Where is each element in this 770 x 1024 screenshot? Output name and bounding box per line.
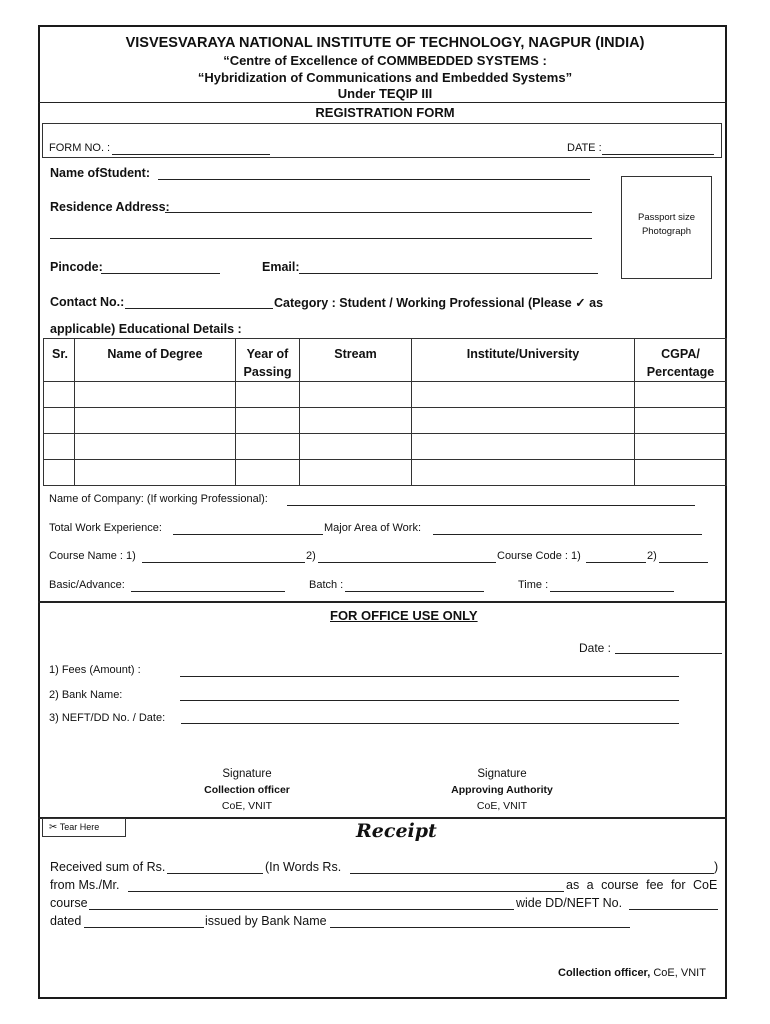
photo-label-1: Passport size bbox=[637, 212, 696, 223]
dated-label: dated bbox=[50, 914, 82, 928]
from-label: from Ms./Mr. bbox=[50, 878, 120, 892]
table-cell[interactable] bbox=[635, 408, 727, 434]
course-fee-text: as a course fee for CoE bbox=[566, 878, 718, 892]
tear-here-box[interactable] bbox=[42, 818, 126, 837]
contact-field[interactable] bbox=[125, 308, 273, 309]
approving-authority-signature bbox=[412, 766, 592, 814]
table-cell[interactable] bbox=[75, 408, 236, 434]
centre-title: “Centre of Excellence of COMMBEDDED SYSTEMS : bbox=[223, 53, 547, 68]
col-header-degree: Name of Degree bbox=[75, 339, 236, 382]
receipt-footer bbox=[558, 967, 706, 979]
collection-officer-signature bbox=[157, 766, 337, 814]
course-code-2-field[interactable] bbox=[659, 562, 708, 563]
course-code-2-label: 2) bbox=[647, 550, 657, 562]
batch-label: Batch : bbox=[309, 579, 344, 591]
table-cell[interactable] bbox=[412, 408, 635, 434]
table-cell[interactable] bbox=[44, 408, 75, 434]
form-no-field[interactable] bbox=[112, 154, 270, 155]
course-code-label: Course Code : 1) bbox=[497, 550, 581, 562]
table-cell[interactable] bbox=[300, 382, 412, 408]
neft-field[interactable] bbox=[181, 723, 679, 724]
course-label: course bbox=[50, 896, 88, 910]
institute-name: VISVESVARAYA NATIONAL INSTITUTE OF TECHNOLOGY, NAGPUR (INDIA) bbox=[125, 35, 645, 51]
table-cell[interactable] bbox=[412, 460, 635, 486]
receipt-footer-officer: Collection officer, bbox=[558, 967, 651, 979]
in-words-field[interactable] bbox=[350, 873, 714, 874]
dd-number-field[interactable] bbox=[629, 909, 718, 910]
wide-dd-label: wide DD/NEFT No. bbox=[516, 896, 623, 910]
office-date-field[interactable] bbox=[615, 653, 722, 654]
signature-label: Signature bbox=[222, 768, 272, 780]
experience-label: Total Work Experience: bbox=[49, 522, 162, 534]
education-table bbox=[43, 338, 727, 486]
form-title: REGISTRATION FORM bbox=[315, 105, 455, 120]
photo-label-2: Photograph bbox=[641, 226, 692, 237]
collection-officer-title: Collection officer bbox=[204, 784, 290, 796]
table-cell[interactable] bbox=[44, 382, 75, 408]
table-cell[interactable] bbox=[75, 434, 236, 460]
student-name-label: Name ofStudent: bbox=[50, 166, 150, 180]
address-field-1[interactable] bbox=[165, 212, 592, 213]
table-cell[interactable] bbox=[44, 460, 75, 486]
course-name-2-field[interactable] bbox=[318, 562, 496, 563]
contact-label: Contact No.: bbox=[50, 295, 125, 309]
date-field[interactable] bbox=[602, 154, 714, 155]
time-label: Time : bbox=[518, 579, 549, 591]
table-cell[interactable] bbox=[75, 460, 236, 486]
office-use-title: FOR OFFICE USE ONLY bbox=[330, 608, 478, 623]
address-label: Residence Address: bbox=[50, 200, 170, 214]
course-name-label: Course Name : 1) bbox=[49, 550, 136, 562]
table-cell[interactable] bbox=[236, 460, 300, 486]
pincode-label: Pincode: bbox=[50, 260, 103, 274]
student-name-field[interactable] bbox=[158, 179, 590, 180]
table-row bbox=[44, 460, 727, 486]
pincode-field[interactable] bbox=[101, 273, 220, 274]
approving-authority-title: Approving Authority bbox=[451, 784, 553, 796]
basic-advance-label: Basic/Advance: bbox=[49, 579, 125, 591]
from-name-field[interactable] bbox=[128, 891, 564, 892]
issued-by-label: issued by Bank Name bbox=[205, 914, 327, 928]
scissors-icon: ✂ bbox=[49, 822, 58, 833]
bank-name-label: 2) Bank Name: bbox=[49, 689, 123, 701]
form-no-label: FORM NO. : bbox=[49, 142, 111, 154]
fees-label: 1) Fees (Amount) : bbox=[49, 664, 141, 676]
course-field[interactable] bbox=[89, 909, 514, 910]
approving-authority-dept: CoE, VNIT bbox=[476, 800, 528, 812]
col-header-cgpa: CGPA/ Percentage bbox=[635, 339, 727, 382]
major-area-field[interactable] bbox=[433, 534, 702, 535]
header-divider bbox=[38, 102, 727, 103]
table-header-row bbox=[44, 339, 727, 382]
fees-field[interactable] bbox=[180, 676, 679, 677]
in-words-label: (In Words Rs. bbox=[265, 860, 342, 874]
course-code-1-field[interactable] bbox=[586, 562, 646, 563]
table-row bbox=[44, 434, 727, 460]
educational-details-label: applicable) Educational Details : bbox=[50, 322, 242, 336]
form-no-box bbox=[42, 123, 722, 158]
table-cell[interactable] bbox=[300, 434, 412, 460]
table-cell[interactable] bbox=[412, 382, 635, 408]
office-date-label: Date : bbox=[579, 641, 612, 655]
receipt-title: Receipt bbox=[356, 820, 437, 842]
office-divider bbox=[38, 601, 727, 603]
email-field[interactable] bbox=[299, 273, 598, 274]
table-cell[interactable] bbox=[635, 382, 727, 408]
table-cell[interactable] bbox=[300, 408, 412, 434]
dated-field[interactable] bbox=[84, 927, 204, 928]
receipt-divider bbox=[38, 817, 727, 819]
date-label: DATE : bbox=[567, 142, 602, 154]
company-label: Name of Company: (If working Professional): bbox=[49, 493, 268, 505]
table-cell[interactable] bbox=[44, 434, 75, 460]
table-cell[interactable] bbox=[412, 434, 635, 460]
col-header-sr: Sr. bbox=[44, 339, 75, 382]
basic-advance-field[interactable] bbox=[131, 591, 285, 592]
table-cell[interactable] bbox=[236, 408, 300, 434]
neft-label: 3) NEFT/DD No. / Date: bbox=[49, 712, 166, 724]
table-row bbox=[44, 408, 727, 434]
signature-label: Signature bbox=[477, 768, 527, 780]
bank-name-field[interactable] bbox=[180, 700, 679, 701]
time-field[interactable] bbox=[550, 591, 674, 592]
email-label: Email: bbox=[262, 260, 300, 274]
scheme-title: Under TEQIP III bbox=[337, 86, 433, 101]
theme-title: “Hybridization of Communications and Embedded Systems” bbox=[197, 70, 573, 85]
receipt-footer-dept: CoE, VNIT bbox=[650, 967, 706, 979]
received-label: Received sum of Rs. bbox=[50, 860, 166, 874]
table-row bbox=[44, 382, 727, 408]
col-header-institute: Institute/University bbox=[412, 339, 635, 382]
received-amount-field[interactable] bbox=[167, 873, 263, 874]
table-cell[interactable] bbox=[300, 460, 412, 486]
table-cell[interactable] bbox=[635, 460, 727, 486]
col-header-year: Year of Passing bbox=[236, 339, 300, 382]
category-label: Category : Student / Working Professional (Please ✓ as bbox=[274, 296, 604, 310]
batch-field[interactable] bbox=[345, 591, 484, 592]
tear-here-label: Tear Here bbox=[59, 822, 100, 832]
table-cell[interactable] bbox=[236, 434, 300, 460]
company-field[interactable] bbox=[287, 505, 695, 506]
major-area-label: Major Area of Work: bbox=[324, 522, 421, 534]
passport-photo-box[interactable] bbox=[621, 176, 712, 279]
collection-officer-dept: CoE, VNIT bbox=[221, 800, 273, 812]
experience-field[interactable] bbox=[173, 534, 323, 535]
close-paren: ) bbox=[714, 860, 719, 874]
table-cell[interactable] bbox=[75, 382, 236, 408]
course-name-1-field[interactable] bbox=[142, 562, 305, 563]
table-cell[interactable] bbox=[236, 382, 300, 408]
address-field-2[interactable] bbox=[50, 238, 592, 239]
bank-name-receipt-field[interactable] bbox=[330, 927, 630, 928]
course-name-2-label: 2) bbox=[306, 550, 316, 562]
table-cell[interactable] bbox=[635, 434, 727, 460]
col-header-stream: Stream bbox=[300, 339, 412, 382]
